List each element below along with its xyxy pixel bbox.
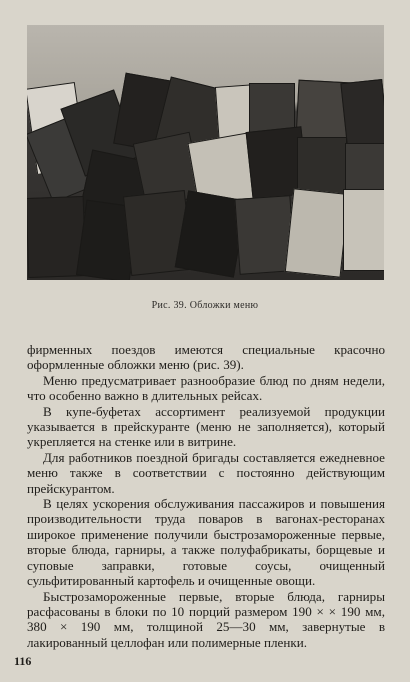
paragraph: Для работников поездной бригады составляется ежедневное меню также в соответствии с постоянно действующим прейскурантом. bbox=[27, 449, 385, 496]
menu-covers-photo bbox=[27, 25, 384, 280]
figure-caption: Рис. 39. Обложки меню bbox=[151, 300, 259, 311]
paragraph: фирменных поездов имеются специальные красочно оформленные обложки меню (рис. 39). bbox=[27, 342, 385, 373]
menu-cover bbox=[343, 189, 384, 271]
paragraph: В купе-буфетах ассортимент реализуемой продукции указывается в прейскуранте (меню не заполняется), который укрепляется на стенке или в витрине. bbox=[27, 403, 385, 450]
paragraph: Быстрозамороженные первые, вторые блюда, гарниры расфасованы в блоки по 10 порций размером 190 × × 190 мм, 380 × 190 мм, толщиной 25—30 мм, завернутые в лакированный целлофан или полимерные пленки. bbox=[27, 588, 385, 650]
body-text bbox=[27, 342, 385, 650]
paragraph: Меню предусматривает разнообразие блюд по дням недели, что особенно важно в длительных рейсах. bbox=[27, 372, 385, 404]
paragraph: В целях ускорения обслуживания пассажиров и повышения производительности труда поваров в вагонах-ресторанах широкое применение получили быстрозамороженные первые, вторые блюда, гарниры, а также полуфабрикаты, борщевые и суповые заправки, готовые соусы, очищенный сульфитированный картофель и очищенные овощи. bbox=[27, 496, 385, 589]
menu-cover bbox=[297, 137, 347, 195]
menu-cover bbox=[285, 188, 349, 277]
page-number: 116 bbox=[14, 654, 32, 668]
